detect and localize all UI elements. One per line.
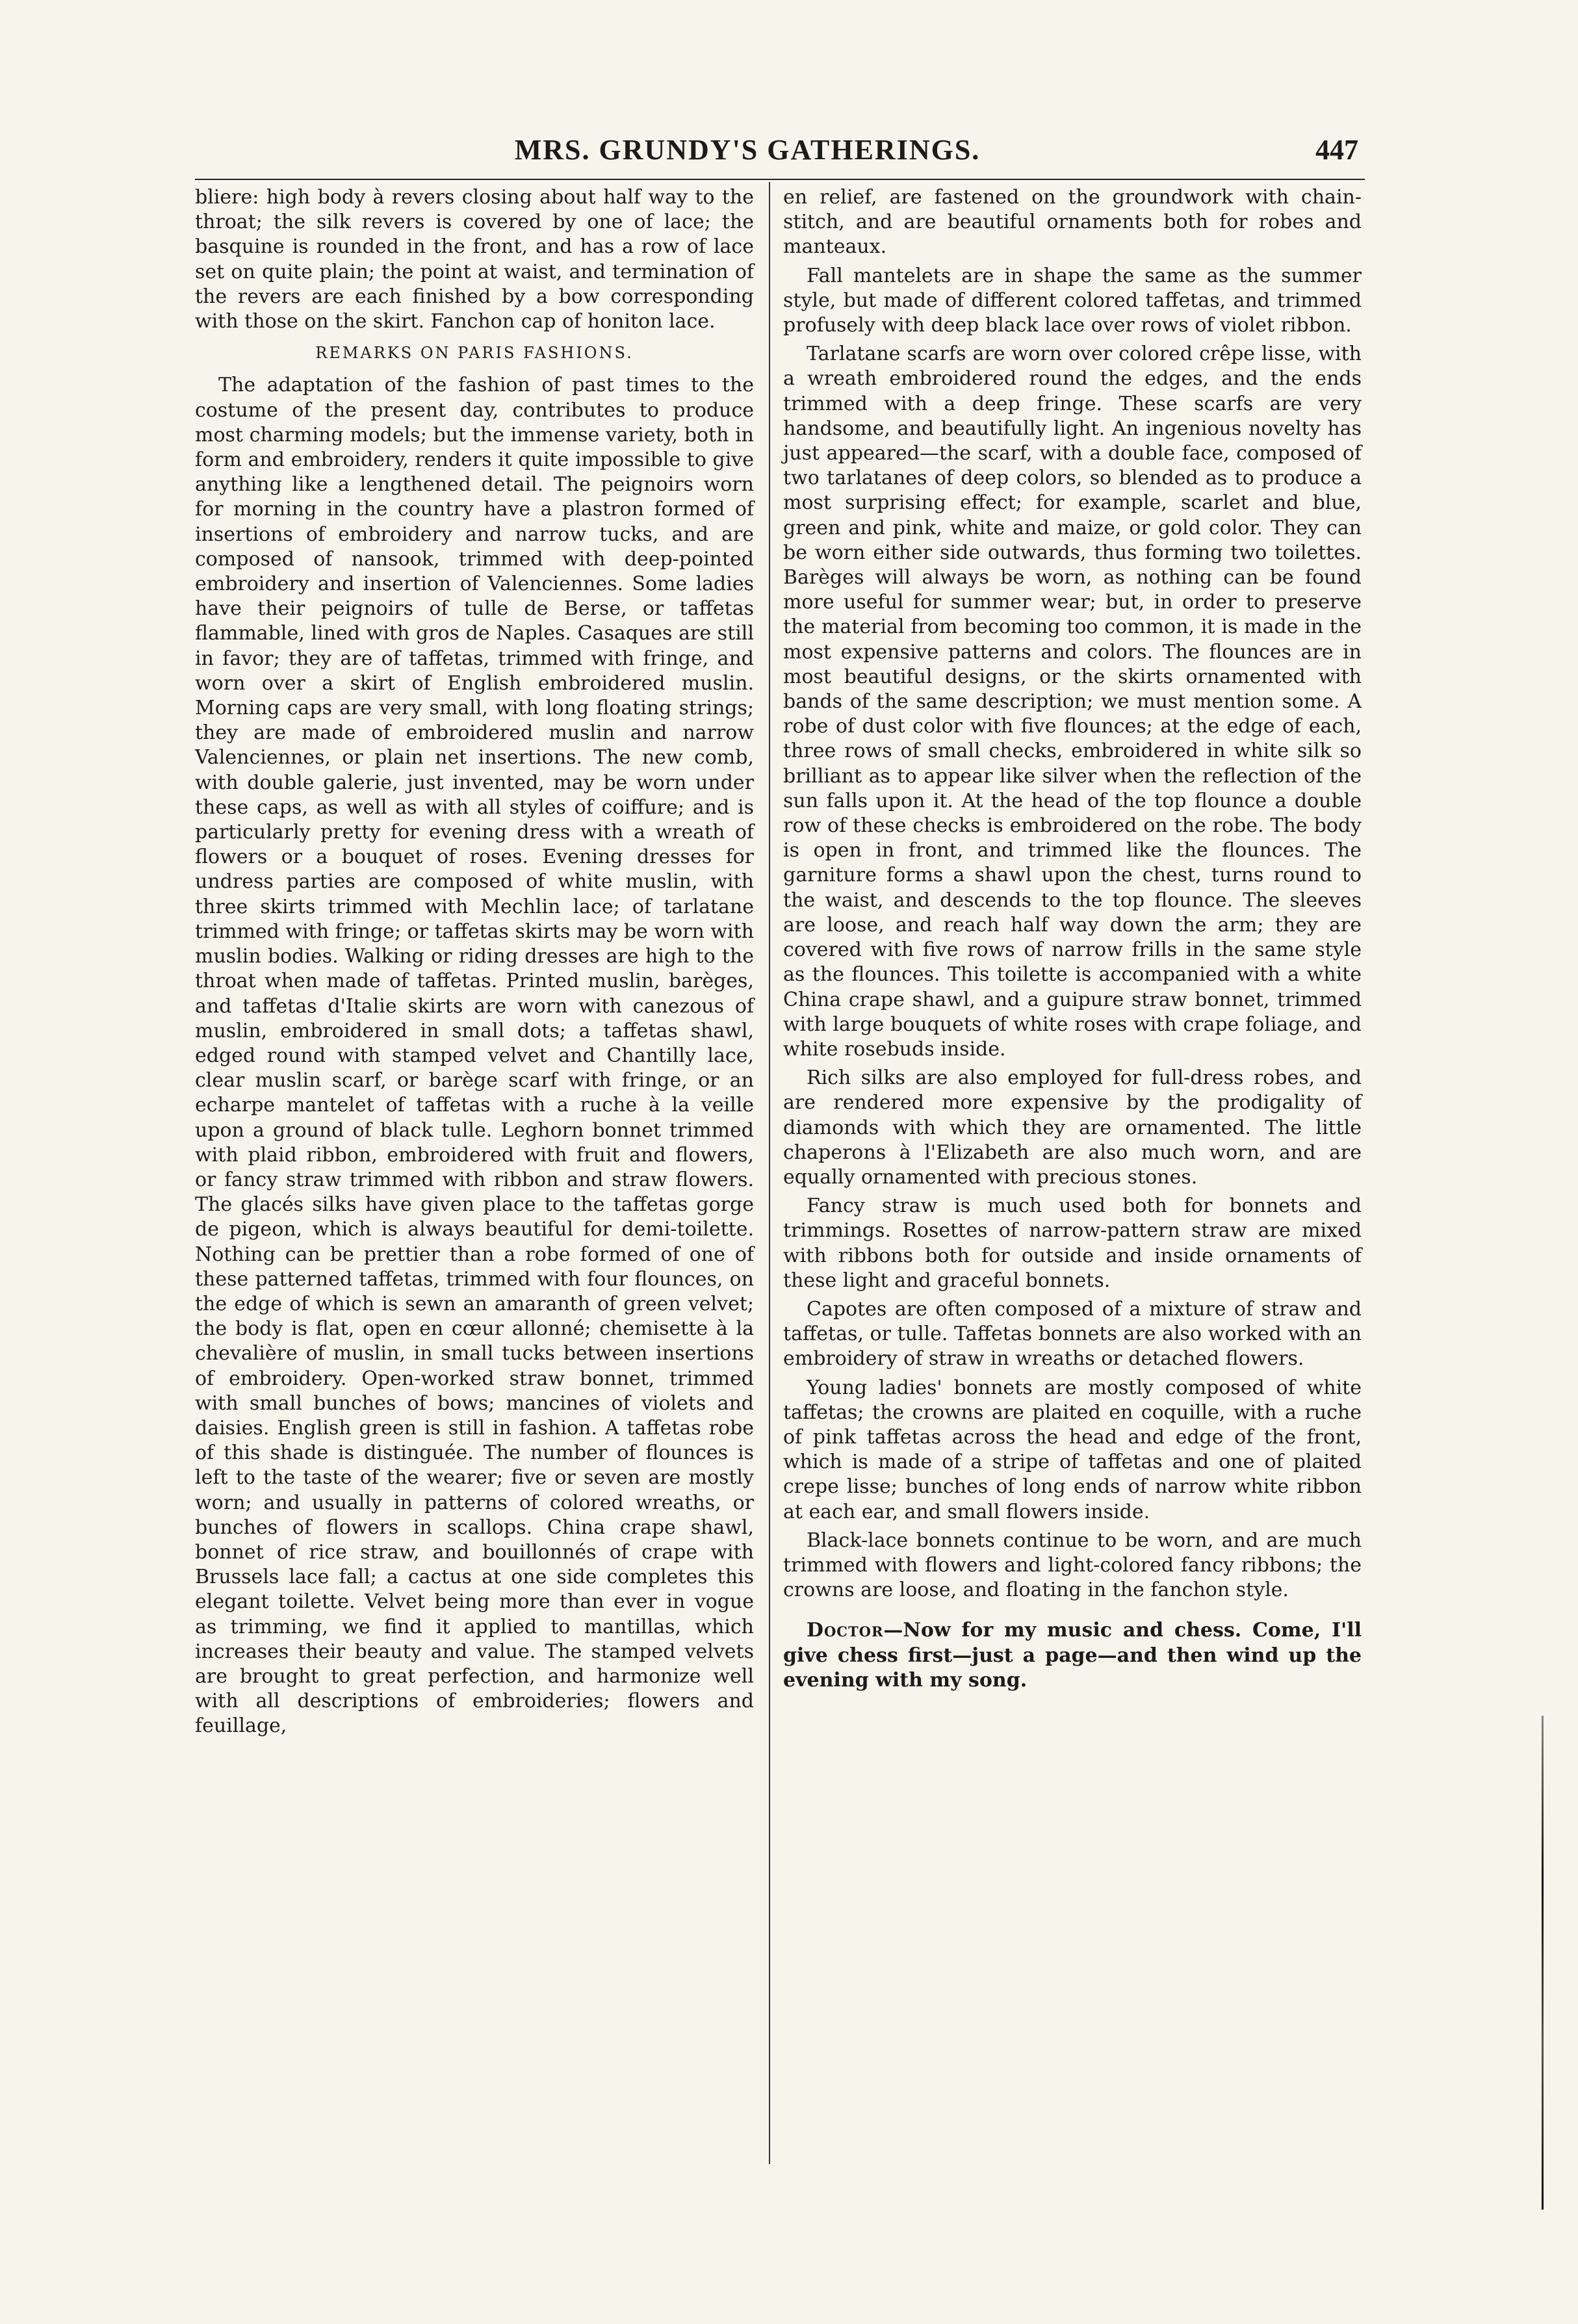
- running-header: [195, 133, 1358, 172]
- paragraph: Capotes are often composed of a mixture of straw and taffetas, or tulle. Taffetas bonnets are also worked with an embroidery of straw in wreaths or detached flowers.: [783, 1297, 1362, 1371]
- speaker-name: Doctor: [807, 1619, 884, 1642]
- section-heading: REMARKS ON PARIS FASHIONS.: [315, 344, 634, 363]
- column-divider: [769, 182, 770, 2164]
- closing-dialogue: [783, 1618, 1362, 1693]
- paragraph: bliere: high body à revers closing about half way to the throat; the silk revers is covered by one of lace; the basquine is rounded in the front, and has a row of lace set on quite plain; the point at waist, and termination of the revers are each finished by a bow corresponding with those on the skirt. Fanchon cap of honiton lace.: [195, 186, 754, 333]
- header-rule: [195, 179, 1365, 180]
- paragraph: Tarlatane scarfs are worn over colored crêpe lisse, with a wreath embroidered round the edges, and the ends trimmed with a deep fringe. These scarfs are very handsome, and beautifully light. An ingenious novelty has just appeared—the scarf, with a double face, composed of two tarlatanes of deep colors, so blended as to produce a most surprising effect; for example, scarlet and blue, green and pink, white and maize, or gold color. They can be worn either side outwards, thus forming two toilettes. Barèges will always be worn, as nothing can be found more useful for summer wear; but, in order to preserve the material from becoming too common, it is made in the most expensive patterns and colors. The flounces are in most beautiful designs, or the skirts ornamented with bands of the same description; we must mention some. A robe of dust color with five flounces; at the edge of each, three rows of small checks, embroidered in white silk so brilliant as to appear like silver when the reflection of the sun falls upon it. At the head of the top flounce a double row of these checks is embroidered on the robe. The body is open in front, and trimmed like the flounces. The garniture forms a shawl upon the chest, turns round to the waist, and descends to the top flounce. The sleeves are loose, and reach half way down the arm; they are covered with five rows of narrow frills in the same style as the flounces. This toilette is accompanied with a white China crape shawl, and a guipure straw bonnet, trimmed with large bouquets of white roses with crape foliage, and white rosebuds inside.: [783, 342, 1362, 1061]
- page-number: 447: [1315, 134, 1358, 166]
- page-edge-mark: [1542, 1716, 1544, 2210]
- paragraph: The adaptation of the fashion of past times to the costume of the present day, contributes to produce most charming models; but the immense variety, both in form and embroidery, renders it quite impossible to give anything like a lengthened detail. The peignoirs worn for morning in the country have a plastron formed of insertions of embroidery and narrow tucks, and are composed of nansook, trimmed with deep-pointed embroidery and insertion of Valenciennes. Some ladies have their peignoirs of tulle de Berse, or taffetas flammable, lined with gros de Naples. Casaques are still in favor; they are of taffetas, trimmed with fringe, and worn over a skirt of English embroidered muslin. Morning caps are very small, with long floating strings; they are made of embroidered muslin and narrow Valenciennes, or plain net insertions. The new comb, with double galerie, just invented, may be worn under these caps, as well as with all styles of coiffure; and is particularly pretty for evening dress with a wreath of flowers or a bouquet of roses. Evening dresses for undress parties are composed of white muslin, with three skirts trimmed with Mechlin lace; of tarlatane trimmed with fringe; or taffetas skirts may be worn with muslin bodies. Walking or riding dresses are high to the throat when made of taffetas. Printed muslin, barèges, and taffetas d'Italie skirts are worn with canezous of muslin, embroidered in small dots; a taffetas shawl, edged round with stamped velvet and Chantilly lace, clear muslin scarf, or barège scarf with fringe, or an echarpe mantelet of taffetas with a ruche à la veille upon a ground of black tulle. Leghorn bonnet trimmed with plaid ribbon, embroidered with fruit and flowers, or fancy straw trimmed with ribbon and straw flowers. The glacés silks have given place to the taffetas gorge de pigeon, which is always beautiful for demi-toilette. Nothing can be prettier than a robe formed of one of these patterned taffetas, trimmed with four flounces, on the edge of which is sewn an amaranth of green velvet; the body is flat, open en cœur allonné; chemisette à la chevalière of muslin, in small tucks between insertions of embroidery. Open-worked straw bonnet, trimmed with small bunches of bows; mancines of violets and daisies. English green is still in fashion. A taffetas robe of this shade is distinguée. The number of flounces is left to the taste of the wearer; five or seven are mostly worn; and usually in patterns of colored wreaths, or bunches of flowers in scallops. China crape shawl, bonnet of rice straw, and bouillonnés of crape with Brussels lace fall; a cactus at one side completes this elegant toilette. Velvet being more than ever in vogue as trimming, we find it applied to mantillas, which increases their beauty and value. The stamped velvets are brought to great perfection, and harmonize well with all descriptions of embroideries; flowers and feuillage,: [195, 374, 754, 1738]
- page-title: MRS. GRUNDY'S GATHERINGS.: [514, 134, 981, 166]
- right-column: [783, 185, 1362, 1697]
- paragraph: Rich silks are also employed for full-dress robes, and are rendered more expensive by the prodigality of diamonds with which they are ornamented. The little chaperons à l'Elizabeth are also much worn, and are equally ornamented with precious stones.: [783, 1066, 1362, 1189]
- dialogue-text: —Now for my music and chess. Come, I'll give chess first—just a page—and then wind up the evening with my song.: [783, 1619, 1362, 1692]
- paragraph: Fall mantelets are in shape the same as the summer style, but made of different colored taffetas, and trimmed profusely with deep black lace over rows of violet ribbon.: [783, 264, 1362, 337]
- paragraph: en relief, are fastened on the groundwork with chain-stitch, and are beautiful ornaments both for robes and manteaux.: [783, 186, 1362, 259]
- paragraph: Young ladies' bonnets are mostly composed of white taffetas; the crowns are plaited en coquille, with a ruche of pink taffetas across the head and edge of the front, which is made of a stripe of taffetas and one of plaited crepe lisse; bunches of long ends of narrow white ribbon at each ear, and small flowers inside.: [783, 1376, 1362, 1523]
- left-column: [195, 185, 754, 1743]
- paragraph: Fancy straw is much used both for bonnets and trimmings. Rosettes of narrow-pattern straw are mixed with ribbons both for outside and inside ornaments of these light and graceful bonnets.: [783, 1194, 1362, 1292]
- paragraph: Black-lace bonnets continue to be worn, and are much trimmed with flowers and light-colored fancy ribbons; the crowns are loose, and floating in the fanchon style.: [783, 1529, 1362, 1602]
